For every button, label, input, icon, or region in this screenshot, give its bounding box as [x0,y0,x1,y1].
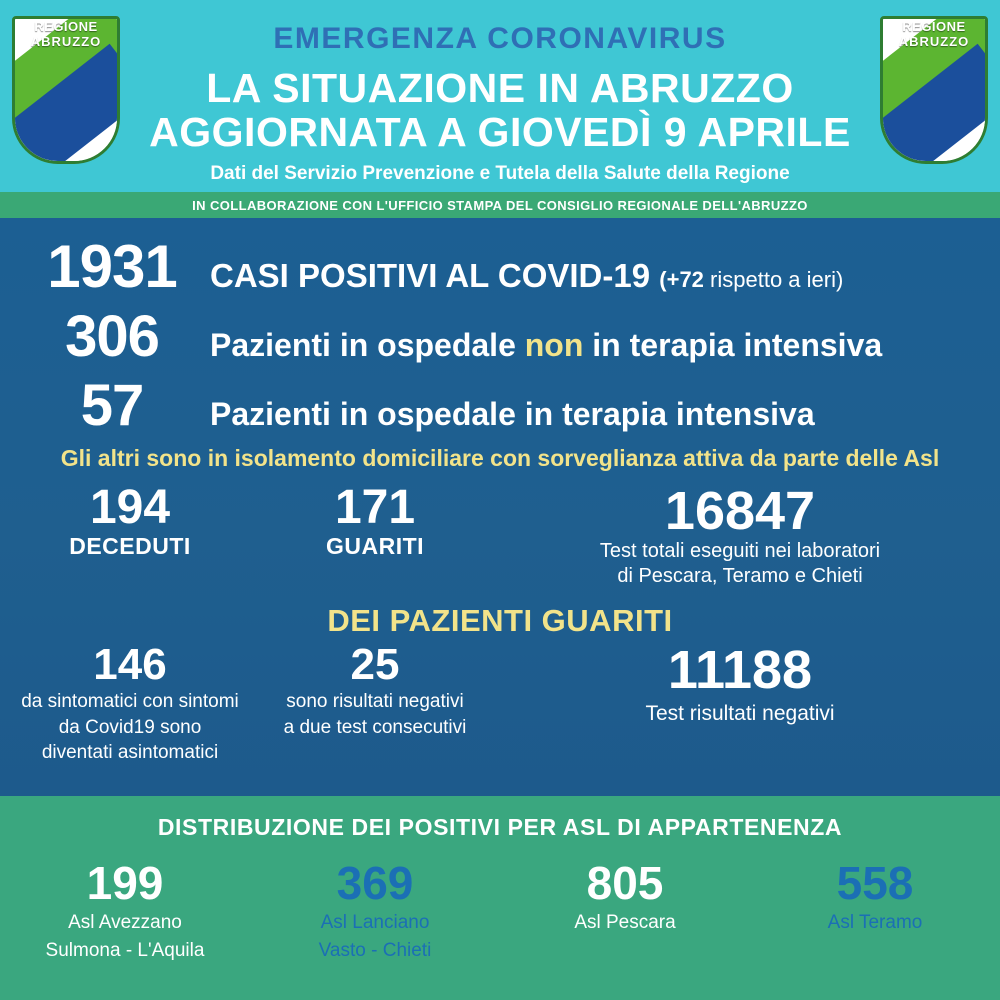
asl-item-pescara [500,859,750,963]
recovered-block [260,481,490,589]
tests-total-label-line1: Test totali eseguiti nei laboratori [599,540,881,563]
asl-pescara-value: 805 [586,857,664,909]
recovered-section-title: DEI PAZIENTI GUARITI [327,603,673,639]
crest-label-right-line1: REGIONE [902,19,966,34]
recovered-negative-tests-label-line1: sono risultati negativi [286,690,464,712]
asl-lanciano-label-line1: Asl Lanciano [320,912,430,934]
tests-negative-label: Test risultati negativi [645,702,835,726]
asl-pescara-label-line1: Asl Pescara [574,912,676,934]
icu-label: Pazienti in ospedale in terapia intensiva [210,396,815,432]
asl-row [0,859,1000,963]
asl-distribution-panel [0,796,1000,1000]
asl-item-avezzano [0,859,250,963]
stats-row [0,481,1000,589]
crest-label-right-line2: ABRUZZO [898,33,970,49]
positive-cases-delta-bold: (+72 [659,267,704,292]
asl-avezzano-label-line1: Asl Avezzano [68,912,182,934]
row-hospital-non-icu [14,303,986,370]
recovered-value: 171 [334,481,416,534]
header-subtitle: Dati del Servizio Prevenzione e Tutela della Salute della Regione [210,162,790,184]
headline-rows [0,218,1000,439]
positive-cases-label-text: CASI POSITIVI AL COVID-19 [210,257,651,294]
asl-lanciano-value: 369 [336,857,414,909]
tests-total-label-line2: di Pescara, Teramo e Chieti [617,565,863,588]
header-center [140,22,860,185]
isolation-note: Gli altri sono in isolamento domiciliare con sorveglianza attiva da parte delle Asl [60,445,940,471]
regione-abruzzo-crest-left [12,16,120,164]
asl-lanciano-label-line2: Vasto - Chieti [318,940,432,962]
recovered-asymptomatic-block [0,640,260,765]
asl-distribution-title: DISTRIBUZIONE DEI POSITIVI PER ASL DI APPARTENENZA [157,814,843,840]
hospital-non-icu-value: 306 [65,304,159,369]
tests-negative-block [490,640,1000,765]
recovered-breakdown-row [0,640,1000,765]
recovered-asymptomatic-value: 146 [93,640,167,690]
header [0,0,1000,218]
positive-cases-delta [659,267,843,292]
hospital-non-icu-label-a: Pazienti in ospedale [210,327,525,363]
row-positive-cases [14,232,986,301]
crest-label-left-line2: ABRUZZO [30,33,102,49]
recovered-negative-tests-block [260,640,490,765]
positive-cases-delta-rest: rispetto a ieri) [703,267,844,292]
tests-negative-value: 11188 [667,640,813,701]
hospital-non-icu-label-highlight: non [524,327,584,363]
main-stats-panel [0,218,1000,796]
page-title-line2: AGGIORNATA A GIOVEDÌ 9 APRILE [149,109,851,156]
tests-total-block [490,481,1000,589]
page-title-line1: LA SITUAZIONE IN ABRUZZO [206,65,794,111]
hospital-non-icu-label [210,327,986,364]
recovered-negative-tests-label-line2: a due test consecutivi [283,716,467,738]
asl-avezzano-value: 199 [86,857,164,909]
recovered-asymptomatic-label-line1: da sintomatici con sintomi [21,690,239,712]
row-icu [14,372,986,439]
deceased-label: DECEDUTI [69,532,191,559]
asl-item-teramo [750,859,1000,963]
collaboration-strip: IN COLLABORAZIONE CON L'UFFICIO STAMPA DEL CONSIGLIO REGIONALE DELL'ABRUZZO [0,192,1000,218]
recovered-asymptomatic-label-line3: diventati asintomatici [41,742,219,764]
recovered-negative-tests-value: 25 [350,640,400,690]
deceased-value: 194 [89,481,171,534]
asl-teramo-label-line1: Asl Teramo [827,912,923,934]
asl-avezzano-label-line2: Sulmona - L'Aquila [45,940,205,962]
hospital-non-icu-label-b: in terapia intensiva [583,327,883,363]
tests-total-value: 16847 [664,481,816,541]
icu-value: 57 [80,373,144,438]
positive-cases-value: 1931 [47,233,177,300]
crest-label-left-line1: REGIONE [34,19,98,34]
recovered-asymptomatic-label-line2: da Covid19 sono [58,716,202,738]
crest-label-right [880,16,988,50]
deceased-block [0,481,260,589]
positive-cases-label [210,257,986,295]
emergency-label: EMERGENZA CORONAVIRUS [273,22,727,55]
asl-teramo-value: 558 [836,857,914,909]
regione-abruzzo-crest-right [880,16,988,164]
asl-item-lanciano [250,859,500,963]
crest-label-left [12,16,120,50]
recovered-label: GUARITI [325,532,425,559]
